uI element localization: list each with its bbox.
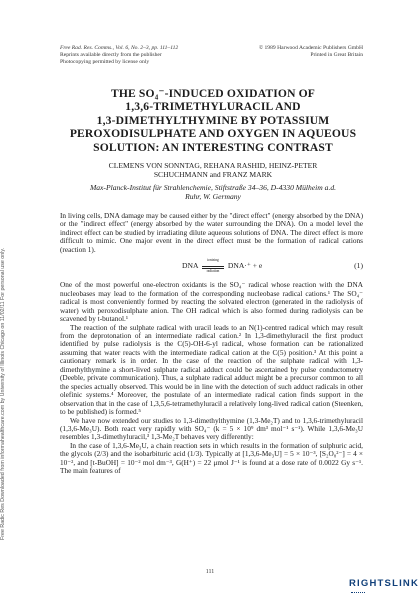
journal-citation: Free Rad. Res. Comms., Vol. 6, No. 2–3, pp. 111–112 (60, 45, 179, 51)
title-line: THE SO₄⁻-INDUCED OXIDATION OF (110, 87, 316, 100)
paragraph: One of the most powerful one-electron oxidants is the SO₄⁻ radical whose reaction with the DNA nucleobases may lead to the formation of the corresponding nucleobase radical cations.¹ The SO₄⁻ radical is most conveniently formed by reacting the solvated electron (generated in the radiolysis of water) with peroxodisulphate anion. The OH radical which is also formed during radiolysis can be scavened by t-butanol.¹ (60, 280, 363, 324)
equilibrium-arrow-icon (202, 257, 224, 273)
title-line: PEROXODISULPHATE AND OXYGEN IN AQUEOUS (69, 127, 357, 141)
author-list (30, 161, 396, 179)
arrow-line (202, 266, 224, 267)
affiliation-line: Max-Planck-Institut für Strahlenchemie, Stiftstraße 34–36, D-4330 Mülheim a.d. (89, 183, 337, 192)
affiliation-line: Ruhr, W. Germany (185, 192, 241, 202)
logo-dots-icon (351, 592, 365, 596)
rightslink-logo (349, 578, 420, 600)
photocopy-note: Photocopying permitted by license only (60, 59, 150, 65)
affiliation (30, 183, 396, 201)
download-side-note: Free Radic Res Downloaded from informahealthcare.com by University of Illinois Chicago on 11/02/11 For personal use only. (0, 247, 6, 540)
paragraph: In living cells, DNA damage may be caused either by the "direct effect" (energy absorbed by the DNA) or the "indirect effect" (energy absorbed by the water surrounding the DNA). On a model level the indirect effect can be studied by irradiating dilute aqueous solutions of DNA. The direct effect is more difficult to mimic. One major event in the direct effect must be the formation of radical cations (reaction 1). (60, 211, 363, 254)
equation-rhs: DNA·⁺ + e (227, 261, 263, 271)
equation-expression (182, 257, 263, 273)
paragraph: The reaction of the sulphate radical with uracil leads to an N(1)-centred radical which may result from the deprotonation of an intermediate radical cation.² In 1,3-dimethyluracil the first product identified by pulse radiolysis is the C(5)-OH-6-yl radical, whose formation can be rationalized assuming that water reacts with the intermediate radical cation at the C(5) position.³ At this point a cautionary remark is in order. In the case of the reaction of the sulphate radical with 1,3-dimethylthymine a short-lived sulphate radical adduct could be ascertained by pulse conductometry (Deeble, private communication). Thus, a sulphate radical adduct might be a precursor common to all the species actually observed. This would be in line with the detection of such adduct radicals in other olefinic systems.⁴ Moreover, the postulate of an intermediate radical cation finds support in the observation that in the case of 1,3,5,6-tetramethyluracil a relatively long-lived radical cation (Steenken, to be published) is formed.⁵ (60, 322, 363, 417)
equation-1 (60, 259, 363, 276)
arrow-label-bottom: radiation (206, 268, 220, 273)
title-line: 1,3,6-TRIMETHYLURACIL AND (125, 100, 301, 114)
page-number: 111 (205, 569, 215, 575)
equation-lhs: DNA (182, 261, 199, 271)
arrow-label-top: ionizing (207, 257, 219, 262)
logo-text: RIGHTSLINK (349, 578, 420, 589)
title-line: SOLUTION: AN INTERESTING CONTRAST (93, 140, 333, 154)
author-line: CLEMENS VON SONNTAG, REHANA RASHID, HEINZ-PETER (108, 161, 318, 170)
equation-number: (1) (354, 261, 363, 271)
printed-note: Printed in Great Britain (310, 52, 363, 58)
paragraph: In the case of 1,3,6-Me₃U, a chain reaction sets in which results in the formation of sulphuric acid, the glycols (2/3) and the isobarbituric acid (1/3). Typically at [1,3,6-Me₃U] = 5 × 10⁻³, [S₂O₈²⁻] = 4 × 10⁻², and [t-BuOH] = 10⁻² mol dm⁻³, G(H⁺) = 22 μmol J⁻¹ is found at a dose rate of 0.0022 Gy s⁻¹. The main features of (60, 440, 363, 476)
body-text (60, 212, 363, 476)
title-line: 1,3-DIMETHYLTHYMINE BY POTASSIUM (96, 113, 330, 127)
copyright-note: © 1989 Harwood Academic Publishers GmbH (258, 45, 363, 51)
author-line: SCHUCHMANN and FRANZ MARK (153, 170, 273, 180)
reprints-note: Reprints available directly from the publisher (60, 52, 162, 58)
paper-title (38, 87, 388, 154)
paragraph: We have now extended our studies to 1,3-dimethylthymine (1,3-Me₂T) and to 1,3,6-trimethyluracil (1,3,6-Me₃U). Both react very rapidly with SO₄⁻ (k = 5 × 10⁹ dm³ mol⁻¹ s⁻¹). While 1,3,6-Me₃U resembles 1,3-dimethyluracil,³ 1,3-Me₂T behaves very differently: (60, 415, 363, 442)
